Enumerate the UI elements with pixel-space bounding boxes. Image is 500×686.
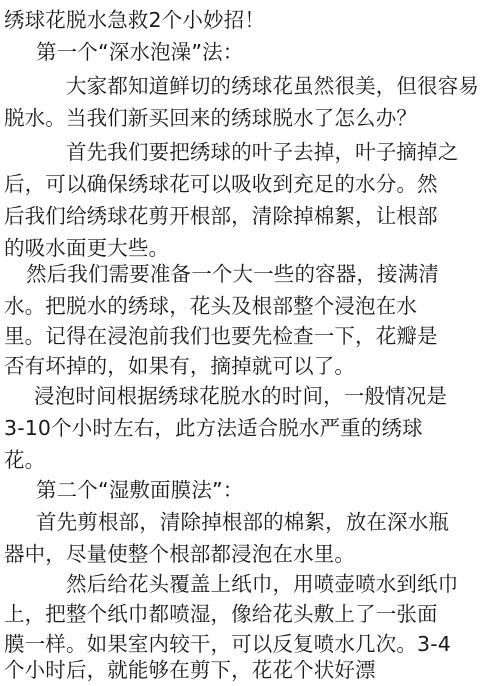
- paragraph-line-cut: 个小时后，就能够在剪下，花花个状好漂: [4, 658, 376, 682]
- paragraph-line: 膜一样。如果室内较干，可以反复喷水几次。3-4: [4, 632, 451, 656]
- paragraph-line: 否有坏掉的，如果有，摘掉就可以了。: [4, 354, 356, 378]
- paragraph-line: 花。: [4, 448, 46, 472]
- paragraph-line: 大家都知道鲜切的绣球花虽然很美，但很容易: [66, 74, 479, 98]
- paragraph-line: 首先剪根部，清除掉根部的棉絮，放在深水瓶: [36, 510, 449, 534]
- paragraph-line: 水。把脱水的绣球，花头及根部整个浸泡在水: [4, 294, 417, 318]
- paragraph-line: 首先我们要把绣球的叶子去掉，叶子摘掉之: [66, 140, 459, 164]
- paragraph-line: 脱水。当我们新买回来的绣球脱水了怎么办？: [4, 106, 417, 130]
- section-heading-2: 第二个“湿敷面膜法”：: [36, 478, 244, 502]
- paragraph-line: 然后给花头覆盖上纸巾，用喷壶喷水到纸巾: [66, 572, 459, 596]
- paragraph-line: 器中，尽量使整个根部都浸泡在水里。: [4, 542, 356, 566]
- paragraph-line: 然后我们需要准备一个大一些的容器，接满清: [26, 262, 439, 286]
- paragraph-line: 的吸水面更大些。: [4, 236, 170, 260]
- section-heading-1: 第一个“深水泡澡”法：: [36, 40, 244, 64]
- paragraph-line: 后我们给绣球花剪开根部，清除掉棉絮，让根部: [4, 204, 438, 228]
- paragraph-line: 上，把整个纸巾都喷湿，像给花头敷上了一张面: [4, 602, 438, 626]
- article-title: 绣球花脱水急救2个小妙招！: [4, 8, 265, 32]
- paragraph-line: 里。记得在浸泡前我们也要先检查一下，花瓣是: [4, 324, 438, 348]
- paragraph-line: 3-10个小时左右，此方法适合脱水严重的绣球: [4, 416, 423, 440]
- paragraph-line: 后，可以确保绣球花可以吸收到充足的水分。然: [4, 172, 438, 196]
- paragraph-line: 浸泡时间根据绣球花脱水的时间，一般情况是: [34, 384, 447, 408]
